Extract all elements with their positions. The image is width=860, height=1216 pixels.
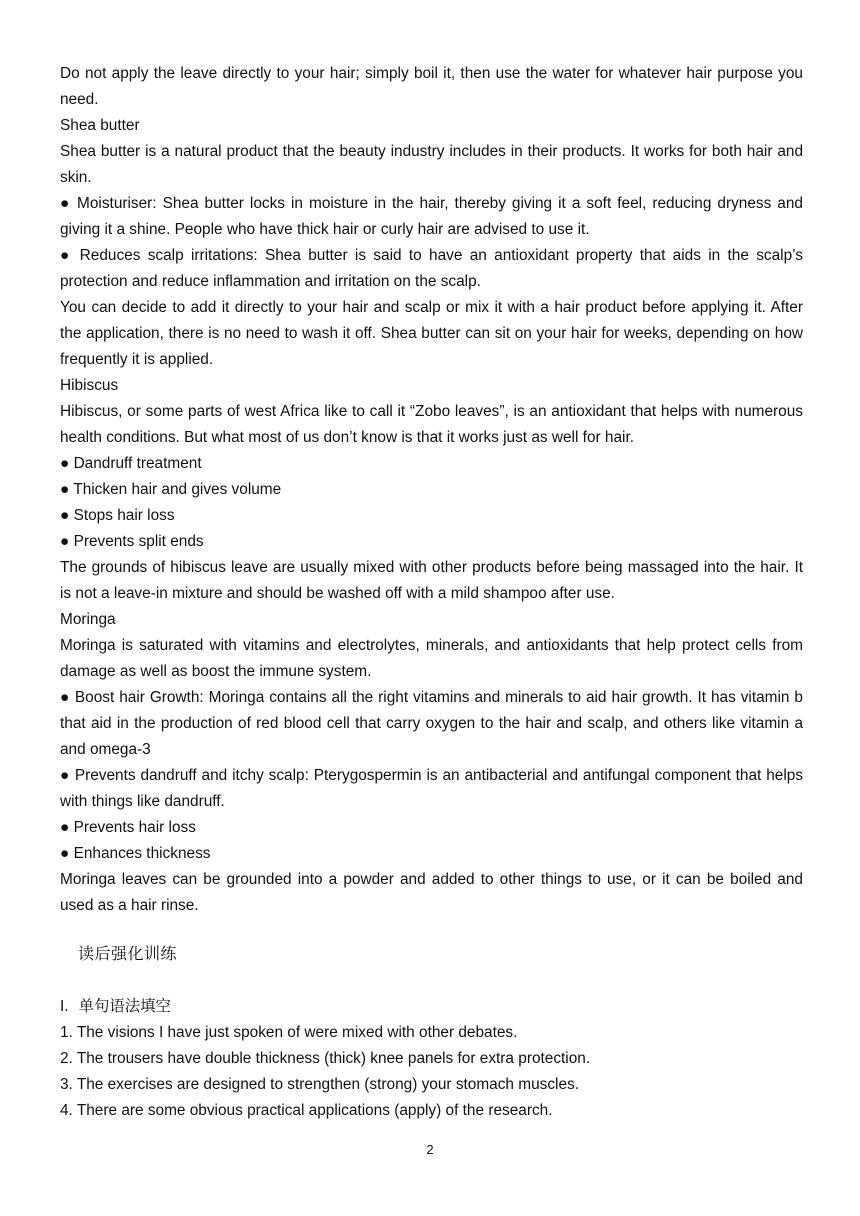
heading-hibiscus: Hibiscus [60,377,119,394]
exercise-title: 读后强化训练 [78,946,178,963]
paragraph-shea-usage: You can decide to add it directly to your hair and scalp or mix it with a hair product before applying it. After the application, there is no need to wash it off. Shea butter can sit on your hair for weeks, depending on how frequently it is applied. [60,299,803,368]
paragraph-hibiscus-usage: The grounds of hibiscus leave are usually mixed with other products before being massaged into the hair. It is not a leave-in mixture and should be washed off with a mild shampoo after use. [60,559,803,602]
paragraph-moringa-usage: Moringa leaves can be grounded into a powder and added to other things to use, or it can be boiled and used as a hair rinse. [60,871,803,914]
paragraph-moringa-intro: Moringa is saturated with vitamins and electrolytes, minerals, and antioxidants that help protect cells from damage as well as boost the immune system. [60,637,803,680]
exercise-item: 2. The trousers have double thickness (thick) knee panels for extra protection. [60,1050,591,1067]
bullet-moringa-dandruff: ● Prevents dandruff and itchy scalp: Pterygospermin is an antibacterial and antifungal component that helps with things like dandruff. [60,767,803,810]
bullet-shea-scalp-irritations: ● Reduces scalp irritations: Shea butter is said to have an antioxidant property that aids in the scalp’s protection and reduce inflammation and irritation on the scalp. [60,247,803,290]
paragraph-shea-intro: Shea butter is a natural product that the beauty industry includes in their products. It works for both hair and skin. [60,143,803,186]
bullet-moringa-thickness: ● Enhances thickness [60,845,211,862]
section-number: I. [60,998,69,1015]
paragraph-leave-usage: Do not apply the leave directly to your hair; simply boil it, then use the water for whatever hair purpose you need. [60,65,803,108]
bullet-shea-moisturiser: ● Moisturiser: Shea butter locks in moisture in the hair, thereby giving it a soft feel, reducing dryness and giving it a shine. People who have thick hair or curly hair are advised to use it. [60,195,803,238]
section-title-text: 单句语法填空 [78,998,171,1015]
bullet-moringa-hair-loss: ● Prevents hair loss [60,819,196,836]
paragraph-hibiscus-intro: Hibiscus, or some parts of west Africa like to call it “Zobo leaves”, is an antioxidant that helps with numerous health conditions. But what most of us don’t know is that it works just as well for hair. [60,403,803,446]
page-number: 2 [426,1142,434,1157]
exercise-item: 1. The visions I have just spoken of were mixed with other debates. [60,1024,518,1041]
page-content [60,61,803,1124]
section-title [60,994,803,1020]
exercise-item: 4. There are some obvious practical applications (apply) of the research. [60,1102,553,1119]
bullet-hibiscus-split-ends: ● Prevents split ends [60,533,204,550]
bullet-hibiscus-volume: ● Thicken hair and gives volume [60,481,282,498]
bullet-hibiscus-hair-loss: ● Stops hair loss [60,507,175,524]
exercise-item: 3. The exercises are designed to strengthen (strong) your stomach muscles. [60,1076,579,1093]
heading-moringa: Moringa [60,611,116,628]
bullet-hibiscus-dandruff: ● Dandruff treatment [60,455,202,472]
bullet-moringa-growth: ● Boost hair Growth: Moringa contains all the right vitamins and minerals to aid hair growth. It has vitamin b that aid in the production of red blood cell that carry oxygen to the hair and scalp, and others like vitamin a and omega-3 [60,689,803,758]
heading-shea-butter: Shea butter [60,117,140,134]
